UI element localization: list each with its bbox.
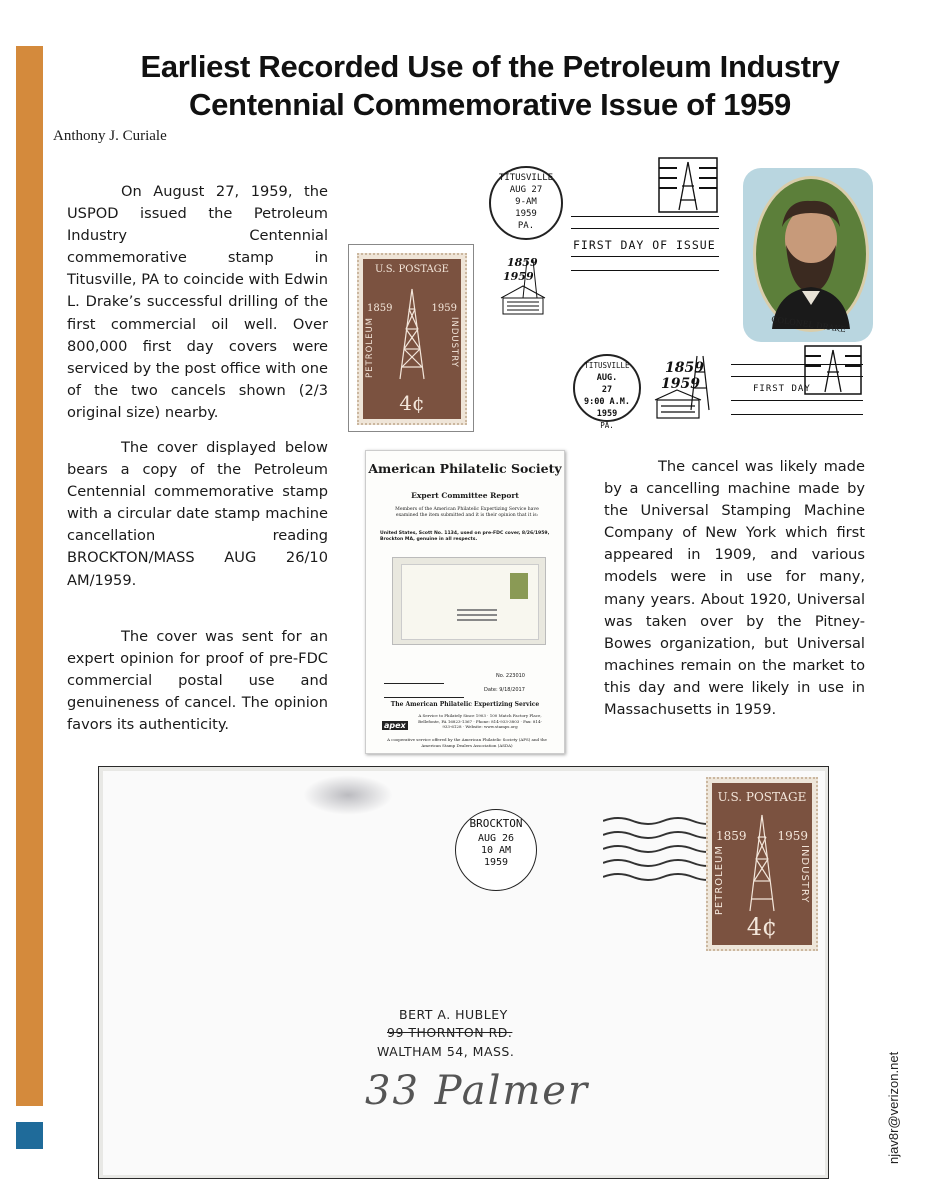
postmark-time: 9-AM (515, 197, 537, 207)
petroleum-stamp (363, 259, 461, 419)
address-city: WALTHAM 54, MASS. (377, 1044, 515, 1059)
paragraph-issue-history: On August 27, 1959, the USPOD issued the Petroleum Industry Centennial commemorative stamp in Titusville, PA to coincide with Edwin L. Drake’s successful drilling of the first commercial oil well. Over 800,000 first day covers were serviced by the post office with one of the two cancels shown (2/3 original size) nearby. (67, 183, 328, 421)
postmark-year-2: 1959 (596, 409, 618, 419)
certificate-opinion: United States, Scott No. 1134, used on pre-FDC cover, 8/26/1959, Brockton MA, genuine in all respects. (380, 531, 550, 542)
paragraph-cover-description: The cover displayed below bears a copy of the Petroleum Centennial commemorative stamp with a circular date stamp machine cancellation reading BROCKTON/MASS AUG 26/10 AM/1959. (67, 439, 328, 589)
oil-derrick-icon (397, 287, 427, 382)
cancel-year-1959-b: 1959 (661, 376, 700, 392)
stamp-year-right: 1959 (431, 303, 457, 314)
cover-stamp-value: 4¢ (746, 913, 778, 941)
certificate-cover-photo (392, 557, 546, 645)
first-day-of-issue-text: FIRST DAY OF ISSUE (573, 238, 716, 252)
certificate-report-title: Expert Committee Report (411, 491, 519, 500)
certificate-number: 223010 (505, 673, 525, 679)
cover-derrick-icon (747, 813, 777, 913)
title-line-2: Centennial Commemorative Issue of 1959 (189, 87, 791, 122)
paragraph-cancel-machine: The cancel was likely made by a cancelling machine made by the Universal Stamping Machine Company of New York which first appeared in 1909, and various models were in use for many, many years. About 1920, Universal was taken over by the Pitney-Bowes organization, but Universal machines remain on the market to this day and were likely in use in Massachusetts in 1959. (604, 458, 865, 719)
postmark-state: PA. (517, 221, 535, 231)
certificate-intro: Members of the American Philatelic Expertizing Service have examined the item submitted and it is their opinion that it is: (395, 507, 539, 518)
certificate-service: The American Philatelic Expertizing Service (390, 701, 540, 708)
postmark-month-2: AUG. (596, 373, 618, 383)
derrick-cancel-icon (657, 156, 719, 214)
first-day-text-2: FIRST DAY (753, 384, 811, 394)
ink-smudge (303, 775, 393, 815)
cancel-year-1859-a: 1859 (507, 256, 538, 269)
stamp-word-right: INDUSTRY (449, 317, 459, 368)
cover-stamp-word-right: INDUSTRY (799, 845, 810, 904)
framed-stamp-image (348, 244, 474, 432)
cover-stamp-year-left: 1859 (716, 829, 747, 843)
orange-side-bar (16, 46, 43, 1106)
drake-face-icon (756, 179, 866, 329)
brockton-year: 1959 (483, 857, 509, 868)
stamp-country: U.S. POSTAGE (375, 264, 449, 275)
cabin-derrick-sketch-icon (651, 352, 717, 422)
stamp-value: 4¢ (399, 391, 425, 415)
stamp-year-left: 1859 (367, 303, 393, 314)
postmark-date: AUG 27 (509, 185, 543, 195)
titusville-postmark-2 (573, 354, 641, 430)
first-day-cancels (485, 150, 880, 435)
stamp-word-left: PETROLEUM (365, 317, 375, 378)
cancel-year-1959-a: 1959 (503, 270, 534, 283)
certificate-date: 9/18/2017 (499, 687, 525, 693)
certificate-society: American Philatelic Society (368, 461, 562, 476)
paragraph-expert-opinion: The cover was sent for an expert opinion for proof of pre-FDC commercial postal use and genuineness of cancel. The opinion favors its authenticity. (67, 628, 328, 734)
certificate-address: A Service to Philately Since 1903 · 100 Match Factory Place, Bellefonte, PA 16823-1367 · Phone: 814-933-3803 · Fax: 814-933-6128 · Website: www.stamps.org (418, 713, 542, 729)
cancel-year-1859-b: 1859 (665, 360, 704, 376)
address-street: 99 THORNTON RD. (387, 1025, 513, 1040)
postmark-time-2: 9:00 A.M. (583, 397, 631, 407)
brockton-postmark (455, 809, 537, 891)
brockton-date: AUG 26 (477, 833, 515, 844)
brockton-town: BROCKTON (469, 817, 523, 830)
titusville-postmark-1 (489, 166, 563, 240)
cover-envelope-image (98, 766, 829, 1179)
blue-corner-square (16, 1122, 43, 1149)
apex-logo: apex (384, 721, 406, 730)
address-name: BERT A. HUBLEY (399, 1007, 508, 1022)
brockton-time: 10 AM (480, 845, 512, 856)
cover-stamp-word-left: PETROLEUM (714, 845, 725, 916)
colonel-drake-portrait (743, 168, 873, 342)
wavy-cancel-lines-icon (603, 813, 723, 883)
postmark-day-2: 27 (601, 385, 613, 395)
handwritten-address: 33 Palmer (365, 1068, 590, 1114)
cover-stamp-year-right: 1959 (777, 829, 808, 843)
expert-certificate (365, 450, 565, 754)
derrick-cancel-icon-2 (803, 344, 863, 396)
postmark-year: 1959 (515, 209, 537, 219)
page-title (60, 48, 920, 124)
certificate-date-label: Date: (484, 687, 498, 693)
author: Anthony J. Curiale (53, 128, 167, 144)
postmark-town-2: TITUSVILLE (584, 361, 630, 370)
postmark-state-2: PA. (600, 421, 614, 430)
cover-stamp (706, 777, 818, 951)
cover-stamp-country: U.S. POSTAGE (717, 790, 807, 804)
postmark-town: TITUSVILLE (498, 173, 554, 183)
title-line-1: Earliest Recorded Use of the Petroleum Industry (140, 49, 840, 84)
certificate-footer: A cooperative service offered by the American Philatelic Society (APS) and the American Stamp Dealers Association (ASDA) (387, 737, 547, 748)
certificate-number-label: No. (496, 673, 505, 679)
contact-email: njav8r@verizon.net (886, 1051, 901, 1164)
portrait-caption: COLONEL DRAKE (770, 314, 847, 335)
